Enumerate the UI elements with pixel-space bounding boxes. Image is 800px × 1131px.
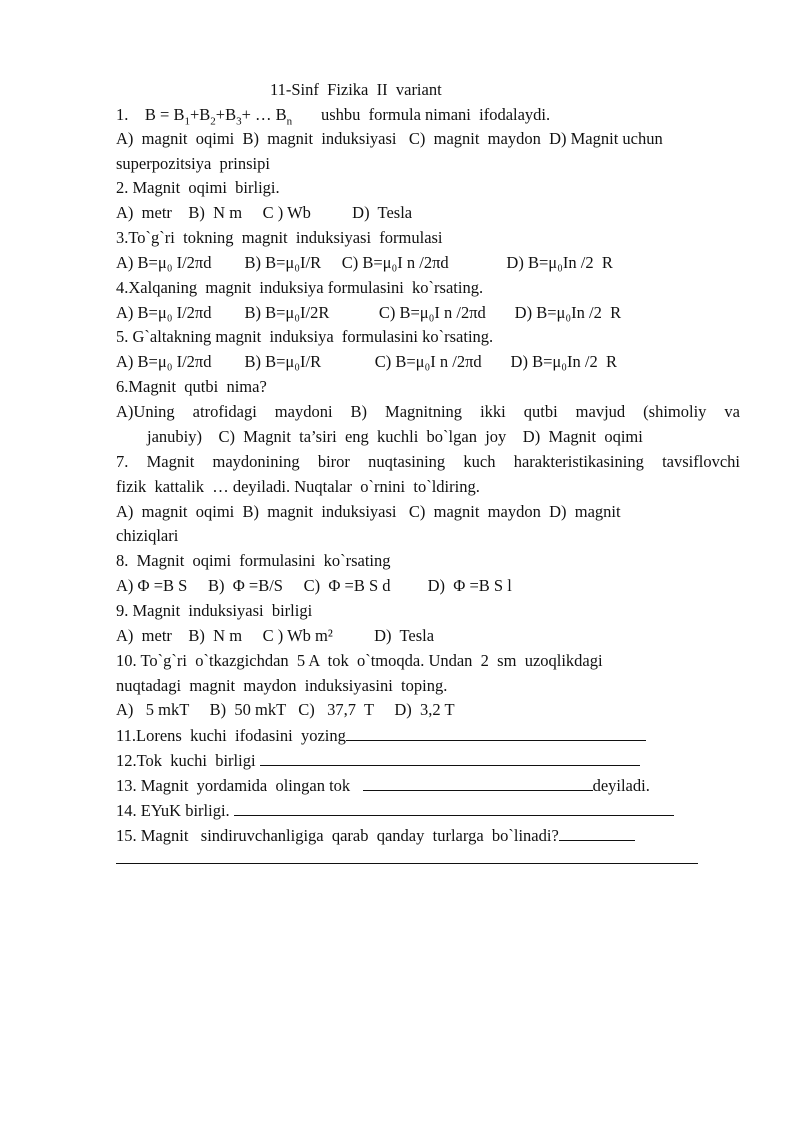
question-9-options: A) metr B) N m C ) Wb m² D) Tesla bbox=[116, 626, 435, 645]
question-6-options-cont: janubiy) C) Magnit ta’siri eng kuchli bo`lgan joy D) Magnit oqimi bbox=[147, 427, 643, 446]
question-15: 15. Magnit sindiruvchanligiga qarab qanday turlarga bo`linadi? bbox=[116, 825, 740, 847]
question-4-options: A) B=μ₀ I/2πd B) B=μ₀I/2R C) B=μ₀I n /2πd D) B=μ₀In /2 R bbox=[116, 303, 622, 322]
question-11: 11.Lorens kuchi ifodasini yozing bbox=[116, 725, 740, 747]
question-8: 8. Magnit oqimi formulasini ko`rsating bbox=[116, 551, 391, 570]
question-2-options: A) metr B) N m C ) Wb D) Tesla bbox=[116, 203, 413, 222]
question-1-options-cont: superpozitsiya prinsipi bbox=[116, 154, 270, 173]
answer-blank-14[interactable] bbox=[234, 800, 674, 816]
question-2: 2. Magnit oqimi birligi. bbox=[116, 178, 280, 197]
question-3: 3.To`g`ri tokning magnit induksiyasi formulasi bbox=[116, 228, 443, 247]
question-10-options: A) 5 mkT B) 50 mkT C) 37,7 T D) 3,2 T bbox=[116, 700, 455, 719]
question-7-options-cont: chiziqlari bbox=[116, 526, 179, 545]
question-7: 7. Magnit maydonining biror nuqtasining kuch harakteristikasining tavsiflovchi bbox=[116, 452, 740, 471]
question-5: 5. G`altakning magnit induksiya formulasini ko`rsating. bbox=[116, 327, 494, 346]
answer-blank-15[interactable] bbox=[559, 825, 635, 841]
answer-blank-15-cont[interactable] bbox=[116, 848, 698, 864]
question-12: 12.Tok kuchi birligi bbox=[116, 750, 740, 772]
question-7-cont: fizik kattalik … deyiladi. Nuqtalar o`rnini to`ldiring. bbox=[116, 477, 480, 496]
question-3-options: A) B=μ₀ I/2πd B) B=μ₀I/R C) B=μ₀I n /2πd D) B=μ₀In /2 R bbox=[116, 253, 613, 272]
answer-blank-11[interactable] bbox=[346, 725, 646, 741]
question-7-options: A) magnit oqimi B) magnit induksiyasi C) magnit maydon D) magnit bbox=[116, 502, 621, 521]
question-13: 13. Magnit yordamida olingan tok deyiladi. bbox=[116, 776, 650, 795]
answer-blank-12[interactable] bbox=[260, 750, 640, 766]
question-1-options: A) magnit oqimi B) magnit induksiyasi C) magnit maydon D) Magnit uchun bbox=[116, 129, 663, 148]
question-9: 9. Magnit induksiyasi birligi bbox=[116, 601, 313, 620]
question-15-answer-line bbox=[116, 848, 740, 870]
question-10-cont: nuqtadagi magnit maydon induksiyasini toping. bbox=[116, 676, 448, 695]
question-10: 10. To`g`ri o`tkazgichdan 5 A tok o`tmoqda. Undan 2 sm uzoqlikdagi bbox=[116, 651, 603, 670]
question-4: 4.Xalqaning magnit induksiya formulasini ko`rsating. bbox=[116, 278, 484, 297]
question-1: 1. $B = B_1+B_2+B_3+$ … $B_n$ ushbu formula nimani ifodalaydi. bbox=[116, 105, 551, 128]
question-6-options: A)Uning atrofidagi maydoni B) Magnitning ikki qutbi mavjud (shimoliy va bbox=[116, 402, 740, 421]
question-6: 6.Magnit qutbi nima? bbox=[116, 377, 267, 396]
document-title: 11-Sinf Fizika II variant bbox=[270, 80, 442, 99]
answer-blank-13[interactable] bbox=[363, 775, 593, 791]
question-5-options: A) B=μ₀ I/2πd B) B=μ₀I/R C) B=μ₀I n /2πd D) B=μ₀In /2 R bbox=[116, 352, 617, 371]
question-14: 14. EYuK birligi. bbox=[116, 800, 740, 822]
question-8-options: A) Φ =B S B) Φ =B/S C) Φ =B S d D) Φ =B S l bbox=[116, 576, 512, 595]
